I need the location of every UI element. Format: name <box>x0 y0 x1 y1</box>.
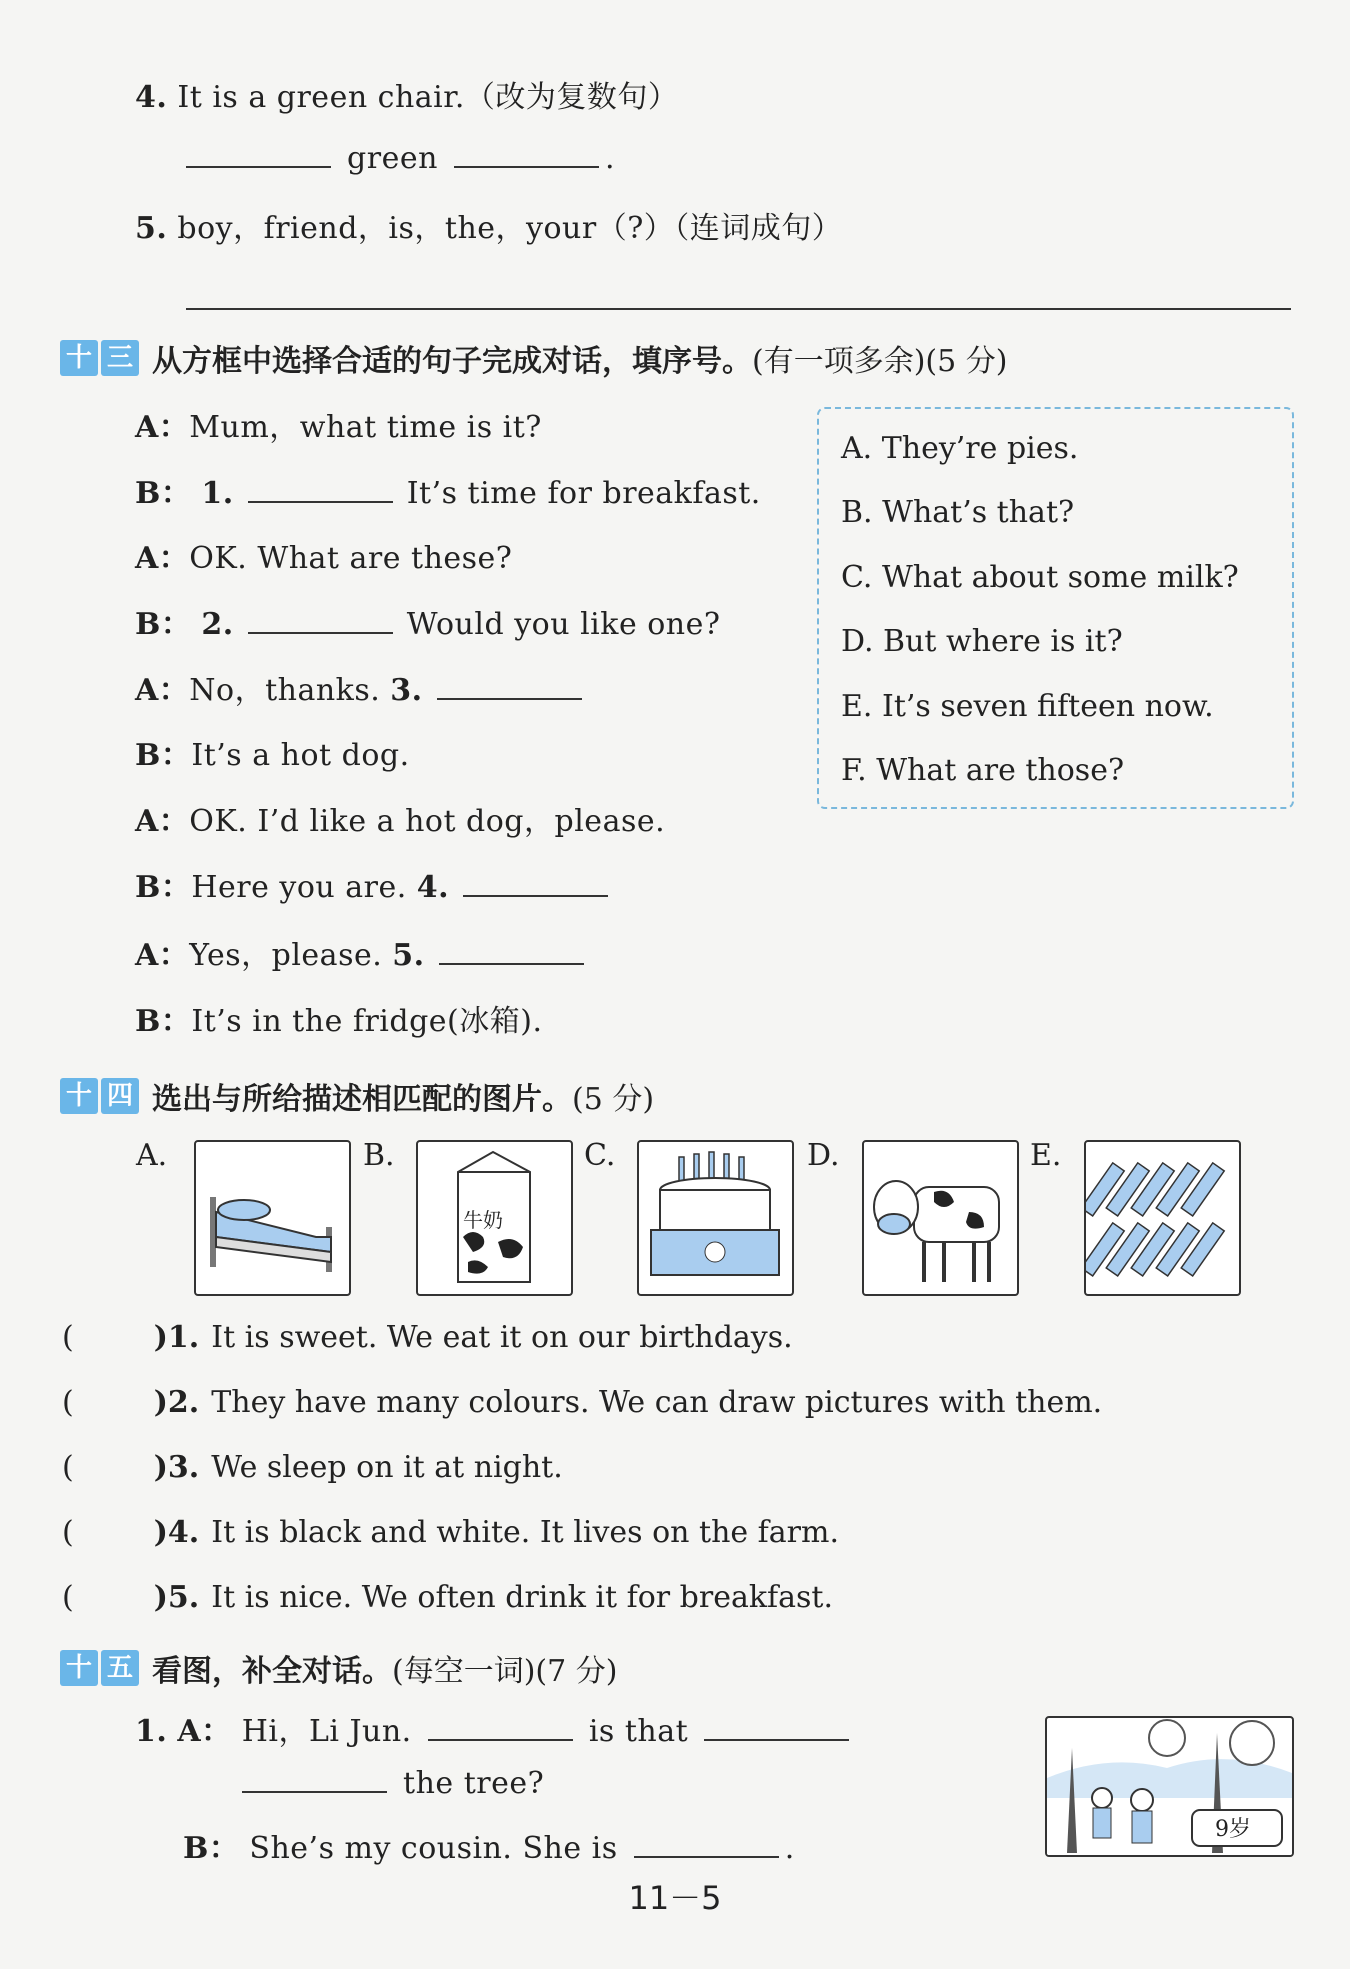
dialogue-text: OK. What are these? <box>189 541 513 576</box>
blank-number: 2. <box>201 607 234 642</box>
item-number: )4. <box>153 1515 200 1550</box>
badge-char: 五 <box>101 1650 139 1686</box>
section-title: 看图，补全对话。 <box>152 1654 392 1689</box>
paren-open: ( <box>62 1385 74 1420</box>
park-scene-image <box>1045 1716 1294 1857</box>
blank-number: 4. <box>416 870 450 905</box>
option-b: B. What’s that? <box>841 495 1075 530</box>
speaker: A： <box>135 804 190 839</box>
speaker: A： <box>135 938 190 973</box>
answer-blank[interactable] <box>439 937 584 965</box>
item-number: )1. <box>153 1320 200 1355</box>
section-note: (每空一词)(7 分) <box>392 1654 618 1689</box>
dialogue-text: is that <box>588 1714 689 1749</box>
birthday-cake-image <box>637 1140 794 1296</box>
item-text: It is a green chair.（改为复数句） <box>177 80 679 115</box>
option-d: D. But where is it? <box>841 624 1123 659</box>
blank-number: 3. <box>390 673 423 708</box>
dialogue-line <box>135 402 542 446</box>
answer-blank[interactable] <box>634 1830 779 1858</box>
answer-word: green <box>347 141 438 176</box>
dialogue-text: It’s in the fridge(冰箱). <box>191 1004 543 1039</box>
paren-open: ( <box>62 1320 74 1355</box>
pic-label-a: A. <box>136 1138 168 1173</box>
item-number: 5. <box>135 211 168 246</box>
section-badge <box>60 1650 142 1686</box>
option-a: A. They’re pies. <box>841 431 1079 466</box>
dialogue-line <box>135 930 590 974</box>
dialogue-line <box>135 599 720 643</box>
dialogue-text: Here you are. <box>191 870 407 905</box>
speaker: A： <box>135 673 190 708</box>
item-text: They have many colours. We can draw pictures with them. <box>211 1385 1103 1420</box>
speaker: B： <box>183 1831 240 1866</box>
badge-char: 十 <box>60 1650 98 1686</box>
matching-item <box>62 1385 1102 1420</box>
option-c: C. What about some milk? <box>841 560 1239 595</box>
matching-item <box>62 1515 839 1550</box>
dialogue-text: Would you like one? <box>406 607 721 642</box>
dialogue-line <box>135 862 614 906</box>
speaker: A： <box>177 1714 232 1749</box>
matching-item <box>62 1450 563 1485</box>
pic-label-b: B. <box>363 1138 395 1173</box>
blank-number: 1. <box>201 476 234 511</box>
page-number: 11－5 <box>628 1879 722 1917</box>
section-14-header <box>60 1074 654 1118</box>
pic-label-c: C. <box>584 1138 616 1173</box>
speaker: A： <box>135 541 190 576</box>
q12-item-4 <box>135 72 678 116</box>
dialogue-text: Hi，Li Jun. <box>241 1714 412 1749</box>
paren-open: ( <box>62 1580 74 1615</box>
blank-number: 5. <box>392 938 425 973</box>
item-text: It is nice. We often drink it for breakfast. <box>211 1580 834 1615</box>
answer-blank[interactable] <box>454 140 599 168</box>
bed-image <box>194 1140 351 1296</box>
item-number: )3. <box>153 1450 200 1485</box>
dialogue-line <box>135 730 410 774</box>
speaker: A： <box>135 410 190 445</box>
item-number: )2. <box>153 1385 200 1420</box>
dialogue-text: She’s my cousin. She is <box>249 1831 618 1866</box>
pic-label-e: E. <box>1030 1138 1062 1173</box>
paren-open: ( <box>62 1515 74 1550</box>
section-badge <box>60 340 142 376</box>
dialogue-text: It’s time for breakfast. <box>406 476 761 511</box>
answer-blank[interactable] <box>428 1713 573 1741</box>
dialogue-text: No，thanks. <box>189 673 381 708</box>
sec15-q1-line3 <box>183 1823 795 1867</box>
dialogue-text: It’s a hot dog. <box>191 738 410 773</box>
period: . <box>784 1831 795 1866</box>
q12-item-5 <box>135 203 842 247</box>
section-note: (有一项多余)(5 分) <box>752 344 1008 379</box>
age-label: 9岁 <box>1215 1817 1251 1842</box>
dialogue-text: OK. I’d like a hot dog，please. <box>189 804 666 839</box>
option-f: F. What are those? <box>841 753 1125 788</box>
crayons-image <box>1084 1140 1241 1296</box>
section-title: 从方框中选择合适的句子完成对话，填序号。 <box>152 344 752 379</box>
answer-blank[interactable] <box>248 475 393 503</box>
speaker: B： <box>135 870 192 905</box>
answer-blank[interactable] <box>248 606 393 634</box>
dialogue-line <box>135 468 761 512</box>
q12-item-4-answer <box>180 140 615 176</box>
matching-item <box>62 1320 793 1355</box>
sec15-q1-line1 <box>135 1706 855 1750</box>
dialogue-line <box>135 996 543 1040</box>
badge-char: 三 <box>101 340 139 376</box>
section-15-header <box>60 1646 617 1690</box>
item-text: It is sweet. We eat it on our birthdays. <box>211 1320 793 1355</box>
period: . <box>604 141 616 176</box>
answer-blank[interactable] <box>186 140 331 168</box>
sec15-q1-line2 <box>236 1765 544 1801</box>
item-number: 1. <box>135 1714 168 1749</box>
badge-char: 四 <box>101 1078 139 1114</box>
milk-carton-image <box>416 1140 573 1296</box>
item-number: 4. <box>135 80 168 115</box>
options-box <box>817 407 1294 809</box>
milk-label: 牛奶 <box>463 1208 503 1232</box>
answer-line[interactable] <box>186 308 1291 310</box>
dialogue-text: Yes，please. <box>189 938 383 973</box>
speaker: B： <box>135 738 192 773</box>
paren-open: ( <box>62 1450 74 1485</box>
pic-label-d: D. <box>807 1138 840 1173</box>
item-text: It is black and white. It lives on the farm. <box>211 1515 839 1550</box>
badge-char: 十 <box>60 1078 98 1114</box>
cow-image <box>862 1140 1019 1296</box>
section-13-header <box>60 336 1007 380</box>
answer-blank[interactable] <box>704 1713 849 1741</box>
dialogue-text: the tree? <box>403 1766 545 1801</box>
answer-blank[interactable] <box>242 1765 387 1793</box>
dialogue-text: Mum，what time is it? <box>189 410 542 445</box>
speaker: B： <box>135 476 192 511</box>
item-number: )5. <box>153 1580 200 1615</box>
speaker: B： <box>135 607 192 642</box>
section-title: 选出与所给描述相匹配的图片。 <box>152 1082 572 1117</box>
answer-blank[interactable] <box>463 869 608 897</box>
section-badge <box>60 1078 142 1114</box>
dialogue-line <box>135 796 665 840</box>
answer-blank[interactable] <box>437 672 582 700</box>
item-text: boy，friend，is，the，your（?）（连词成句） <box>177 211 843 246</box>
speaker: B： <box>135 1004 192 1039</box>
item-text: We sleep on it at night. <box>211 1450 563 1485</box>
badge-char: 十 <box>60 340 98 376</box>
option-e: E. It’s seven fifteen now. <box>841 689 1214 724</box>
dialogue-line <box>135 533 512 577</box>
dialogue-line <box>135 665 588 709</box>
section-note: (5 分) <box>572 1082 655 1117</box>
matching-item <box>62 1580 833 1615</box>
